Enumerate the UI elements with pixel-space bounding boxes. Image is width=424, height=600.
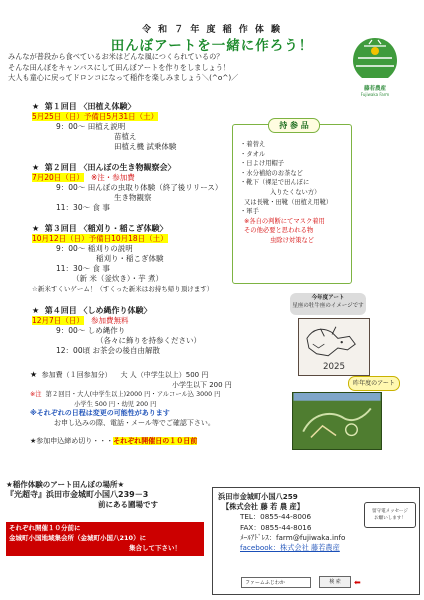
session-1-line-1: 9：00～ 田植え説明 xyxy=(56,122,126,131)
deadline-label: ★参加申込締め切り・・・ xyxy=(30,437,114,445)
bring-item: ・水分補給のお茶など xyxy=(240,169,303,177)
fees-section xyxy=(30,370,232,410)
session-3-line-3: 11：30～ 食 事 xyxy=(56,264,110,273)
bring-warn: ※各自の判断にてマスク着用 xyxy=(244,217,325,225)
fees-label: 参加費（１回参加分） xyxy=(41,371,112,379)
venue-section xyxy=(6,480,206,510)
fees-note: 第２回目・大人(中学生以上)2000 円・アルコール込 3000 円 xyxy=(45,391,221,398)
fees-child: 小学生以下 200 円 xyxy=(172,381,232,389)
session-1-line-2: 苗植え xyxy=(114,132,137,141)
session-2 xyxy=(32,163,222,213)
star-icon: ★ xyxy=(32,163,40,172)
session-1 xyxy=(32,102,176,152)
session-3-line-5: ☆新米すくいゲーム！（すくった新米はお持ち帰り頂けます） xyxy=(32,285,214,293)
art-caption xyxy=(290,293,366,315)
session-4-line-2: （各々に飾りを持参ください） xyxy=(96,336,201,345)
session-4-heading: 第４回目 〈しめ縄作り体験〉 xyxy=(44,306,152,315)
bring-item: 入りたくない方） xyxy=(270,188,321,196)
fees-adult: 大 人（中学生以上）500 円 xyxy=(120,371,209,379)
session-4-note: 参加費無料 xyxy=(90,316,129,325)
bring-item: ・タオル xyxy=(240,150,266,158)
previous-art-label: 昨年度のアート xyxy=(348,376,400,391)
session-3 xyxy=(32,224,213,294)
bring-item: ・着替え xyxy=(240,141,266,148)
intro-line-3: 大人も童心に戻ってドロンコになって稲作を楽しみましょう＼(^o^)／ xyxy=(8,73,239,82)
notice-apply: お申し込みの際、電話・メール等でご確認下さい。 xyxy=(54,419,215,427)
bubble-line-2: お願いします！ xyxy=(374,516,406,521)
facebook-link[interactable]: facebook：株式会社 藤若農産 xyxy=(240,543,340,553)
session-3-heading: 第３回目 〈稲刈り・稲こぎ体験〉 xyxy=(44,224,168,233)
session-4-line-1: 9：00～ しめ縄作り xyxy=(56,326,126,335)
bring-items-title: 持 参 品 xyxy=(268,118,320,133)
deadline-value: それぞれ開催日の１０日前 xyxy=(113,437,198,445)
farm-logo-subtitle: Fujiwaka Farm xyxy=(360,92,390,97)
contact-address: 浜田市金城町小国八259 xyxy=(218,492,298,501)
notice-change: ※それぞれの日程は変更の可能性があります xyxy=(30,409,170,417)
meeting-notice-line-3: 集合して下さい！ xyxy=(129,544,181,552)
fees-note-label: ※注 xyxy=(30,391,42,398)
intro-line-1: みんなが普段から食べているお米はどんな風につくられているの？ xyxy=(8,52,224,61)
contact-fax: FAX：0855-44-8016 xyxy=(240,522,312,532)
notices xyxy=(30,408,215,446)
session-2-line-2: 生き物観察 xyxy=(114,193,152,202)
bubble-line-1: 留守電メッセージ xyxy=(372,509,408,514)
bring-item: 又は長靴・田靴（田植え用靴） xyxy=(244,198,333,206)
session-4-date: 12月7日（日） xyxy=(32,316,84,325)
session-2-line-3: 11：30～ 食 事 xyxy=(56,203,110,212)
event-subtitle: 令 和 ７ 年 度 稲 作 体 験 xyxy=(141,25,283,35)
cursor-icon: ⬅ xyxy=(354,578,361,587)
art-year: 2025 xyxy=(322,362,346,373)
session-2-line-1: 9：00～ 田んぼの虫取り体験（終了後リリース） xyxy=(56,183,223,192)
search-button[interactable]: 検 索 xyxy=(319,576,351,588)
session-2-heading: 第２回目 〈田んぼの生き物観察会〉 xyxy=(44,163,176,172)
contact-company: 【株式会社 藤 若 農 産】 xyxy=(222,502,304,512)
bring-warn: その他必要と思われる物 xyxy=(244,227,314,235)
meeting-notice-line-1: それぞれ開催１０分前に xyxy=(9,524,81,532)
bring-item: ・日よけ用帽子 xyxy=(240,160,285,168)
bring-warn: 虫除け対策など xyxy=(270,236,315,244)
meeting-notice-line-2: 金城町小国地域集会所（金城町小国八210）に xyxy=(9,534,147,542)
contact-tel: TEL：0855-44-8006 xyxy=(240,512,312,522)
session-4 xyxy=(32,306,201,356)
art-caption-desc: 星座の牡牛座のイメージです xyxy=(292,302,364,309)
star-icon: ★ xyxy=(30,370,38,379)
bring-item: ・軍手 xyxy=(240,208,259,216)
session-3-line-1: 9：00～ 稲刈りの説明 xyxy=(56,244,133,253)
bring-item: ・靴下（裸足で田んぼに xyxy=(240,179,310,187)
intro-line-2: そんな田んぼをキャンバスにして田んぼアートを作りをしましょう！ xyxy=(8,62,231,72)
session-3-line-2: 稲刈り・稲こぎ体験 xyxy=(96,254,164,263)
session-3-line-4: （新 米（釜炊き）・芋 煮） xyxy=(72,274,164,283)
session-1-date: 5月25日（日）予備日5月31日（土） xyxy=(32,112,159,121)
answering-machine-note xyxy=(364,502,416,528)
session-1-line-3: 田植え機 試乗体験 xyxy=(114,142,177,151)
venue-heading: ★稲作体験のアート田んぼの場所★ xyxy=(6,480,125,489)
star-icon: ★ xyxy=(32,306,40,315)
search-input[interactable]: ファームふじわか xyxy=(241,577,311,588)
intro-text xyxy=(8,52,348,84)
contact-mail: ﾒｰﾙｱﾄﾞﾚｽ：farm@fujiwaka.info xyxy=(240,532,346,542)
venue-place: 『光超寺』浜田市金城町小国八239－3 xyxy=(6,490,149,499)
art-caption-title: 今年度アート xyxy=(311,295,345,301)
fees-note-2: 小学生 500 円・幼児 200 円 xyxy=(74,401,157,408)
session-1-heading: 第１回目 〈田植え体験〉 xyxy=(44,102,136,111)
contact-info xyxy=(218,492,345,553)
bring-items-list xyxy=(240,140,332,246)
session-2-date: 7月20日（日） xyxy=(32,173,84,182)
star-icon: ★ xyxy=(32,102,40,111)
farm-logo-name: 藤若農産 xyxy=(363,86,386,92)
session-4-line-3: 12：00頃 お茶会の後自由解散 xyxy=(56,346,160,355)
meeting-notice xyxy=(6,522,204,556)
session-3-date: 10月12日（日）予備日10月18日（土） xyxy=(32,234,168,243)
venue-place-2: 前にある圃場です xyxy=(98,500,158,509)
previous-art-photo xyxy=(292,392,382,450)
star-icon: ★ xyxy=(32,224,40,233)
session-2-note: ※注・参加費 xyxy=(90,173,135,182)
taurus-art-sketch xyxy=(298,318,370,376)
event-title: 田んぼアートを一緒に作ろう！ xyxy=(110,38,314,54)
